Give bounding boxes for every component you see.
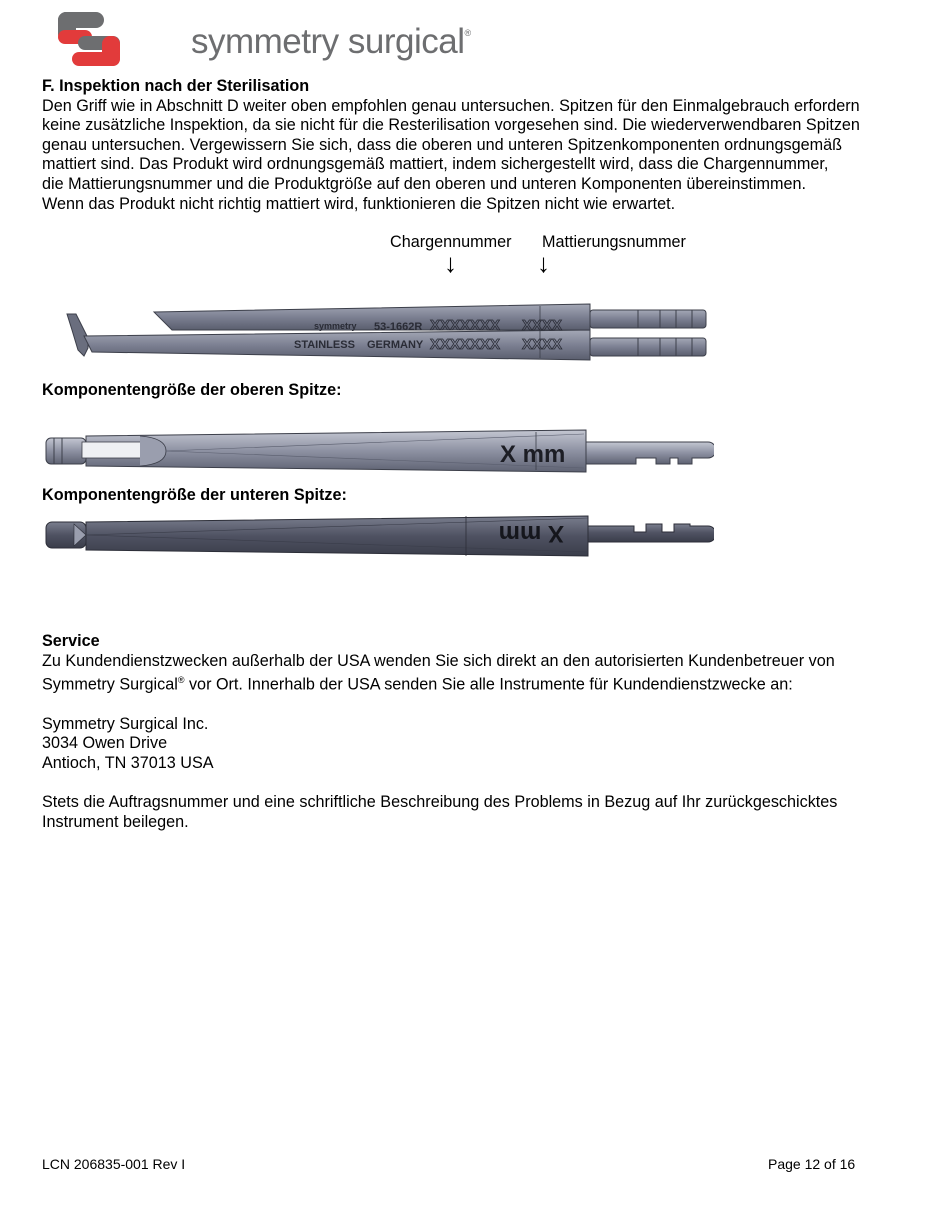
down-arrow-icon: ↓ bbox=[444, 248, 457, 278]
engraving-material: STAINLESS bbox=[294, 339, 355, 351]
address-line: Symmetry Surgical Inc. bbox=[42, 714, 209, 733]
upper-tip-size-marking: X mm bbox=[500, 441, 566, 468]
mating-number-label: Mattierungsnummer bbox=[542, 233, 686, 251]
service-line: Zu Kundendienstzwecken außerhalb der USA wenden Sie sich direkt an den autorisierten Kundenbetreuer von bbox=[42, 651, 835, 670]
engraving-mating: XXXX bbox=[522, 317, 563, 334]
address-line: Antioch, TN 37013 USA bbox=[42, 753, 214, 772]
lower-tip-drawing bbox=[44, 512, 714, 560]
engraving-lot: XXXXXXX bbox=[430, 336, 501, 353]
closing-line: Instrument beilegen. bbox=[42, 812, 189, 831]
section-f-line: die Mattierungsnummer und die Produktgröße auf den oberen und unteren Komponenten übereinstimmen. bbox=[42, 174, 806, 193]
page-number: Page 12 of 16 bbox=[768, 1156, 856, 1172]
engraving-origin: GERMANY bbox=[367, 339, 424, 351]
engraving-part-number: 53-1662R bbox=[374, 321, 423, 333]
address-line: 3034 Owen Drive bbox=[42, 734, 168, 753]
upper-tip-drawing bbox=[44, 428, 714, 476]
symmetry-logo-icon bbox=[58, 10, 128, 70]
upper-tip-size-label: Komponentengröße der oberen Spitze: bbox=[42, 381, 342, 399]
section-f-line: Wenn das Produkt nicht richtig mattiert wird, funktionieren die Spitzen nicht wie erwartet. bbox=[42, 194, 676, 213]
down-arrow-icon: ↓ bbox=[537, 248, 550, 278]
engraving-brand: symmetry bbox=[314, 321, 357, 331]
section-f-line: Den Griff wie in Abschnitt D weiter oben empfohlen genau untersuchen. Spitzen für den Einmalgebrauch erfordern bbox=[42, 96, 860, 115]
document-id: LCN 206835-001 Rev I bbox=[42, 1156, 186, 1172]
engraving-mating: XXXX bbox=[522, 336, 563, 353]
closing-line: Stets die Auftragsnummer und eine schriftliche Beschreibung des Problems in Bezug auf Ihr zurückgeschicktes bbox=[42, 793, 838, 812]
engraving-lot: XXXXXXX bbox=[430, 317, 501, 334]
assembled-tip-drawing bbox=[62, 300, 717, 366]
lower-tip-size-marking: X mm bbox=[498, 520, 564, 547]
lower-tip-size-label: Komponentengröße der unteren Spitze: bbox=[42, 486, 347, 504]
section-f-heading: F. Inspektion nach der Sterilisation bbox=[42, 77, 310, 95]
brand-name: symmetry surgical® bbox=[191, 22, 471, 61]
lot-number-label: Chargennummer bbox=[390, 233, 512, 251]
section-f-line: mattiert sind. Das Produkt wird ordnungsgemäß mattiert, indem sichergestellt wird, dass die Chargennummer, bbox=[42, 155, 829, 174]
section-f-line: genau untersuchen. Vergewissern Sie sich, dass die oberen und unteren Spitzenkomponenten ordnungsgemäß bbox=[42, 135, 843, 154]
section-f-line: keine zusätzliche Inspektion, da sie nicht für die Resterilisation vorgesehen sind. Die wiederverwendbaren Spitzen bbox=[42, 116, 860, 135]
service-line: Symmetry Surgical® vor Ort. Innerhalb der USA senden Sie alle Instrumente für Kundendienstzwecke an: bbox=[42, 675, 793, 694]
section-f bbox=[42, 77, 912, 214]
service-heading: Service bbox=[42, 632, 100, 650]
service-section bbox=[42, 632, 912, 832]
company-logo bbox=[58, 10, 471, 70]
